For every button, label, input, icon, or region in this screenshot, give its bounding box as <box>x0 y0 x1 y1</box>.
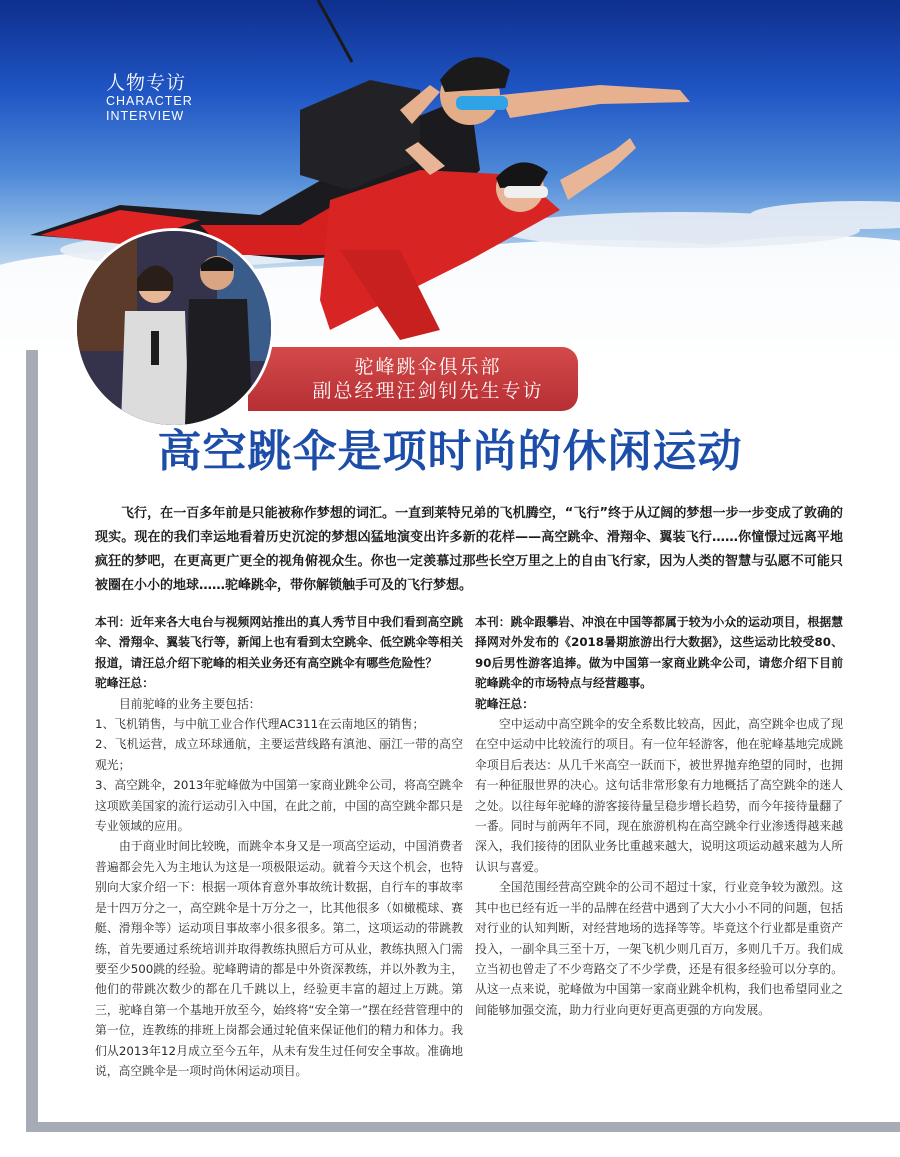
question-1: 本刊：近年来各大电台与视频网站推出的真人秀节目中我们看到高空跳伞、滑翔伞、翼装飞行等，新闻上也有看到太空跳伞、低空跳伞等相关报道，请汪总介绍下驼峰的相关业务还有高空跳伞有哪些危险性？ <box>95 615 463 670</box>
section-tag-en-line1: CHARACTER <box>106 94 193 108</box>
list-item: 1、飞机销售，与中航工业合作代理AC311在云南地区的销售； <box>95 717 425 732</box>
answer-paragraph: 空中运动中高空跳伞的安全系数比较高，因此，高空跳伞也成了现在空中运动中比较流行的项目。有一位年轻游客，他在驼峰基地完成跳伞项目后表达：从几千米高空一跃而下，被世界抛弃绝望的同时，也拥有一种征服世界的决心。这句话非常形象有力地概括了高空跳伞的迷人之处。以往每年驼峰的游客接待量呈稳步增长趋势，而今年接待量翻了一番。同时与前两年不同，现在旅游机构在高空跳伞行业渗透得越来越深入，我们接待的团队业务比重越来越大，说明这项运动越来越为人所认识与喜爱。 <box>475 717 843 874</box>
answer-paragraph: 由于商业时间比较晚，而跳伞本身又是一项高空运动，中国消费者普遍都会先入为主地认为这是一项极限运动。就着今天这个机会，也特别向大家介绍一下：根据一项体育意外事故统计数据，自行车的事故率是十四万分之一，高空跳伞是十万分之一，比其他很多（如橄榄球、赛艇、滑翔伞等）运动项目事故率小很多很多。第二，这项运动的带跳教练，首先要通过系统培训并取得教练执照后方可从业，教练执照入门需要至少500跳的经验。驼峰聘请的都是中外资深教练，并以外教为主，他们的带跳次数少的都在几千跳以上，经验更丰富的超过上万跳。第三，驼峰自第一个基地开放至今，始终将“安全第一”摆在经营管理中的第一位，连教练的排班上岗都会通过轮值来保证他们的精力和体力。我们从2013年12月成立至今五年，从未有发生过任何安全事故。准确地说，高空跳伞是一项时尚休闲运动项目。 <box>95 839 463 1078</box>
question-2: 本刊：跳伞跟攀岩、冲浪在中国等都属于较为小众的运动项目，根据慧择网对外发布的《2018暑期旅游出行大数据》，这些运动比较受80、90后男性游客追捧。做为中国第一家商业跳伞公司，请您介绍下目前驼峰跳伞的市场特点与经营趣事。 <box>475 615 843 691</box>
speaker-label: 驼峰汪总： <box>475 696 534 711</box>
right-column <box>475 612 843 1020</box>
banner-line-2: 副总经理汪剑钊先生专访 <box>312 380 544 402</box>
section-tag-cn: 人物专访 <box>106 72 187 94</box>
speaker-label: 驼峰汪总： <box>95 676 154 691</box>
page-title: 高空跳伞是项时尚的休闲运动 <box>157 426 743 477</box>
section-tag-en-line2: INTERVIEW <box>106 109 185 123</box>
section-tag <box>106 72 193 124</box>
bottom-frame-bar <box>26 1122 900 1132</box>
answer-paragraph: 目前驼峰的业务主要包括： <box>119 696 261 711</box>
interview-photo <box>74 228 274 428</box>
interview-banner <box>248 347 578 411</box>
list-item: 2、飞机运营，成立环球通航，主要运营线路有滇池、丽江一带的高空观光； <box>95 737 463 772</box>
banner-line-1: 驼峰跳伞俱乐部 <box>354 356 502 378</box>
list-item: 3、高空跳伞，2013年驼峰做为中国第一家商业跳伞公司，将高空跳伞这项欧美国家的流行运动引入中国，在此之前，中国的高空跳伞都只是专业领域的应用。 <box>95 778 463 834</box>
intro-paragraph: 飞行，在一百多年前是只能被称作梦想的词汇。一直到莱特兄弟的飞机腾空，“飞行”终于从辽阔的梦想一步一步变成了敦确的现实。现在的我们幸运地看着历史沉淀的梦想凶猛地演变出许多新的花样——高空跳伞、滑翔伞、翼装飞行……你憧憬过远离平地疯狂的梦吧，在更高更广更全的视角俯视众生。你也一定羡慕过那些长空万里之上的自由飞行家，因为人类的智慧与弘愿不可能只被圈在小小的地球……驼峰跳伞，带你解锁触手可及的飞行梦想。 <box>95 506 843 593</box>
left-column <box>95 612 463 1081</box>
answer-paragraph: 全国范围经营高空跳伞的公司不超过十家，行业竞争较为激烈。这其中也已经有近一半的品牌在经营中遇到了大大小小不同的问题，包括对行业的认知判断，对经营地场的选择等等。毕竟这个行业都是重资产投入，一副伞具三至十万，一架飞机少则几百万，多则几千万。我们成立当初也曾走了不少弯路交了不少学费，还是有很多经验可以分享的。从这一点来说，驼峰做为中国第一家商业跳伞机构，我们也希望同业之间能够加强交流，助力行业向更好更高更强的方向发展。 <box>475 880 843 1017</box>
interview-photo-illustration <box>77 231 271 425</box>
